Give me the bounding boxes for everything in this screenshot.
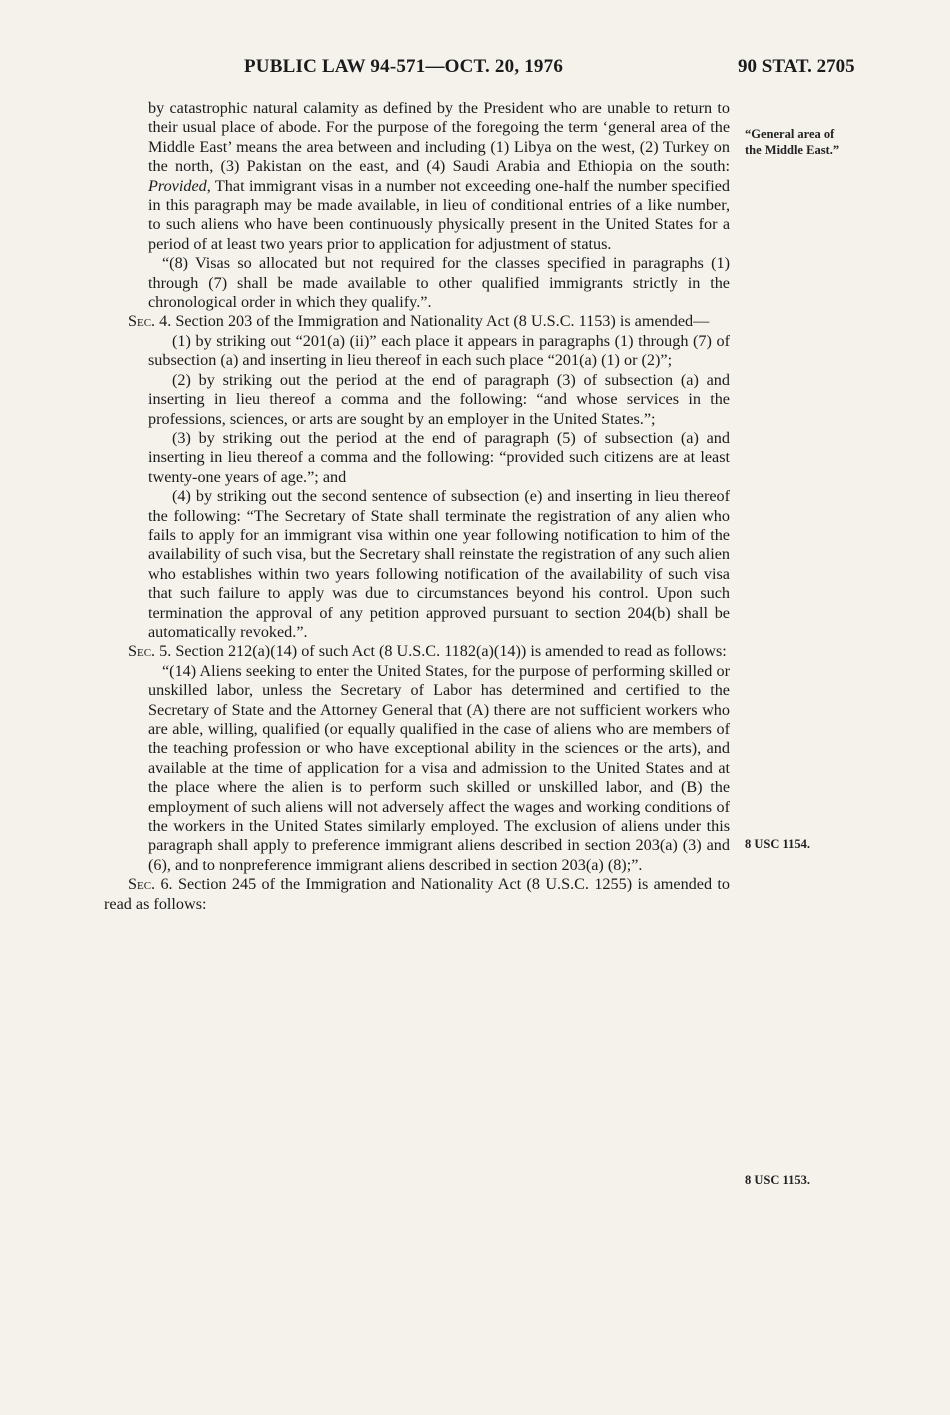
section-label: Sec. 4.: [128, 312, 172, 331]
section-label: Sec. 6.: [128, 875, 173, 894]
margin-note-line: “General area of: [745, 127, 835, 141]
emphasis-provided: Provided: [148, 176, 207, 195]
margin-note-8-usc-1154: 8 USC 1154.: [745, 837, 810, 851]
paragraph-14-quote: “(14) Aliens seeking to enter the United States, for the purpose of performing skilled or unskilled labor, unless the Secretary of Labor has determined and certified to the Secretary of State and the Attorney General that (A) there are not sufficient workers who are able, willing, qualified (or equally qualified in the case of aliens who are members of the teaching profession or who have exceptional ability in the sciences or the arts), and available at the time of application for a visa and admission to the United States and at the place where the alien is to perform such skilled or unskilled labor, and (B) the employment of such aliens will not adversely affect the wages and working conditions of the workers in the United States similarly employed. The exclusion of aliens under this paragraph shall apply to preference immigrant aliens described in section 203(a) (3) and (6), and to nonpreference immigrant aliens described in section 203(a) (8);”.: [148, 661, 730, 874]
page-header-stat: 90 STAT. 2705: [738, 56, 855, 77]
amendment-item-4: (4) by striking out the second sentence of subsection (e) and inserting in lieu thereof the following: “The Secretary of State shall terminate the registration of any alien who fails to apply for an immigrant visa within one year following notification to him of the availability of such visa, but the Secretary shall reinstate the registration of any such alien who establishes within two years following notification of the availability of such visa that such failure to apply was due to circumstances beyond his control. Upon such termination the approval of any petition approved pursuant to section 204(b) shall be automatically revoked.”.: [148, 487, 730, 641]
margin-note-line: the Middle East.”: [745, 143, 840, 157]
section-4: Sec. 4. Section 203 of the Immigration and Nationality Act (8 U.S.C. 1153) is amended—: [128, 312, 710, 331]
amendment-item-2: (2) by striking out the period at the end of paragraph (3) of subsection (a) and inserting in lieu thereof a comma and the following: “and whose services in the professions, sciences, or arts are sought by an employer in the United States.”;: [148, 370, 730, 428]
page-header-title: PUBLIC LAW 94-571—OCT. 20, 1976: [244, 56, 564, 77]
margin-note-8-usc-1153: 8 USC 1153.: [745, 1173, 810, 1187]
section-label: Sec. 5.: [128, 642, 172, 661]
margin-note-middle-east: [745, 126, 839, 158]
paragraph-continuation: by catastrophic natural calamity as defined by the President who are unable to return to their usual place of abode. For the purpose of the foregoing the term ‘general area of the Middle East’ means the area between and including (1) Libya on the west, (2) Turkey on the north, (3) Pakistan on the east, and (4) Saudi Arabia and Ethiopia on the south: Provided, That immigrant visas in a number not exceeding one-half the number specified in this paragraph may be made available, in lieu of conditional entries of a like number, to such aliens who have been continuously physically present in the United States for a period of at least two years prior to application for adjustment of status.: [148, 99, 730, 253]
amendment-item-3: (3) by striking out the period at the end of paragraph (5) of subsection (a) and inserting in lieu thereof a comma and the following: “provided such citizens are at least twenty-one years of age.”; and: [148, 428, 730, 486]
paragraph-8: “(8) Visas so allocated but not required for the classes specified in paragraphs (1) through (7) shall be made available to other qualified immigrants strictly in the chronological order in which they qualify.”.: [148, 254, 730, 312]
section-6: Sec. 6. Section 245 of the Immigration and Nationality Act (8 U.S.C. 1255) is amended to read as follows:: [104, 875, 730, 913]
section-5: Sec. 5. Section 212(a)(14) of such Act (8 U.S.C. 1182(a)(14)) is amended to read as follows:: [128, 642, 727, 661]
amendment-item-1: (1) by striking out “201(a) (ii)” each place it appears in paragraphs (1) through (7) of subsection (a) and inserting in lieu thereof in each such place “201(a) (1) or (2)”;: [148, 331, 730, 370]
body-text: [104, 99, 730, 914]
